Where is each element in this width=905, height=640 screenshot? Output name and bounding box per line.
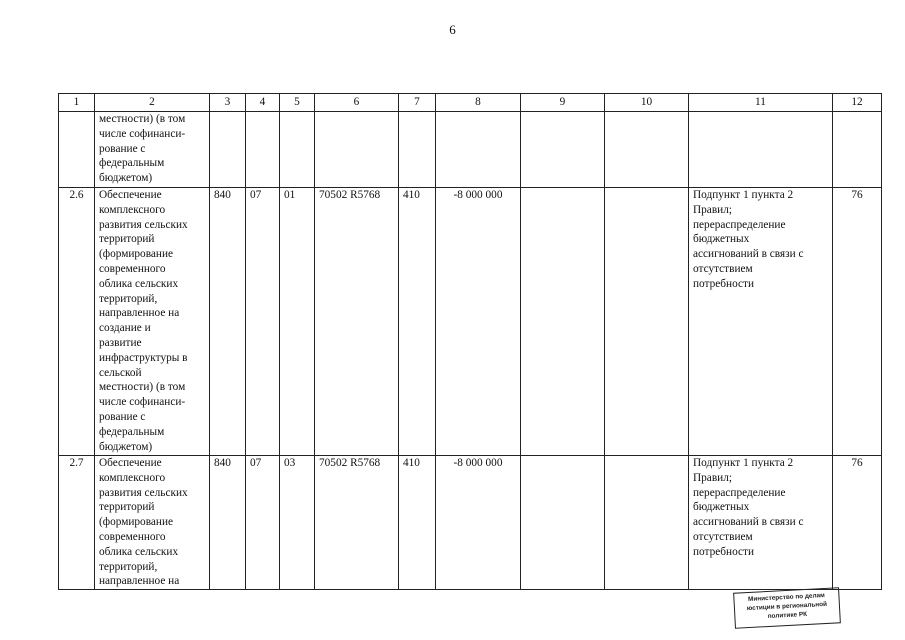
row-description: местности) (в том числе софинанси- рование с федеральным бюджетом): [95, 112, 210, 188]
column-header: 10: [605, 94, 689, 112]
registration-stamp: [733, 587, 841, 628]
cell-col5: 03: [280, 456, 315, 590]
column-header: 1: [59, 94, 95, 112]
cell-col12: 76: [833, 188, 882, 456]
row-description: Обеспечение комплексного развития сельских территорий (формирование современного облика сельских территорий, направленное на создание и развитие инфраструктуры в сельской местности) (в том числе софинанси- рование с федеральным бюджетом): [95, 188, 210, 456]
cell-col11: Подпункт 1 пункта 2 Правил; перераспределение бюджетных ассигнований в связи с отсутствием потребности: [689, 188, 833, 456]
column-header: 8: [436, 94, 521, 112]
stamp-line: юстиции в региональной: [746, 600, 828, 613]
column-header: 3: [210, 94, 246, 112]
stamp-line: политике РК: [767, 610, 808, 621]
cell-col10: [605, 112, 689, 188]
budget-table: [58, 93, 882, 590]
column-header: 9: [521, 94, 605, 112]
column-header: 11: [689, 94, 833, 112]
column-header: 12: [833, 94, 882, 112]
cell-col7: 410: [399, 456, 436, 590]
cell-col3: 840: [210, 188, 246, 456]
cell-col5: [280, 112, 315, 188]
row-number: 2.6: [59, 188, 95, 456]
cell-col5: 01: [280, 188, 315, 456]
stamp-line: Министерство по делам: [747, 592, 826, 604]
row-number: 2.7: [59, 456, 95, 590]
cell-col6: 70502 R5768: [315, 456, 399, 590]
cell-col9: [521, 188, 605, 456]
table-header-row: [59, 94, 882, 112]
table-row: [59, 112, 882, 188]
cell-col10: [605, 456, 689, 590]
cell-col11: Подпункт 1 пункта 2 Правил; перераспределение бюджетных ассигнований в связи с отсутствием потребности: [689, 456, 833, 590]
cell-col12: 76: [833, 456, 882, 590]
cell-col8: -8 000 000: [436, 456, 521, 590]
column-header: 7: [399, 94, 436, 112]
cell-col6: [315, 112, 399, 188]
cell-col9: [521, 112, 605, 188]
row-number: [59, 112, 95, 188]
cell-col8: -8 000 000: [436, 188, 521, 456]
cell-col3: 840: [210, 456, 246, 590]
table-row: [59, 456, 882, 590]
page-number: 6: [449, 22, 456, 37]
cell-col4: 07: [246, 456, 280, 590]
cell-col7: 410: [399, 188, 436, 456]
cell-col4: 07: [246, 188, 280, 456]
cell-col6: 70502 R5768: [315, 188, 399, 456]
table-row: [59, 188, 882, 456]
column-header: 5: [280, 94, 315, 112]
cell-col9: [521, 456, 605, 590]
column-header: 6: [315, 94, 399, 112]
cell-col11: [689, 112, 833, 188]
cell-col7: [399, 112, 436, 188]
cell-col8: [436, 112, 521, 188]
cell-col10: [605, 188, 689, 456]
cell-col4: [246, 112, 280, 188]
cell-col12: [833, 112, 882, 188]
cell-col3: [210, 112, 246, 188]
column-header: 2: [95, 94, 210, 112]
column-header: 4: [246, 94, 280, 112]
row-description: Обеспечение комплексного развития сельских территорий (формирование современного облика сельских территорий, направленное на: [95, 456, 210, 590]
